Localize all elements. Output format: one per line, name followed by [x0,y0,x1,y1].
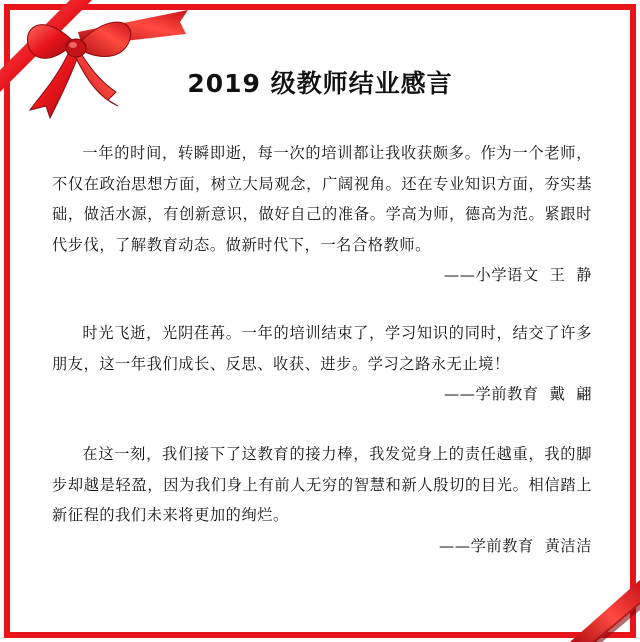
content-body [52,138,592,561]
ribbon-bow-icon [0,0,190,120]
signature-3: ——学前教育 黄洁洁 [439,536,592,555]
paragraph-2: 时光飞逝，光阴荏苒。一年的培训结束了，学习知识的同时，结交了许多朋友，这一年我们成长、反思、收获、进步。学习之路永无止境！ [52,324,592,373]
paragraph-1: 一年的时间，转瞬即逝，每一次的培训都让我收获颇多。作为一个老师，不仅在政治思想方面，树立大局观念，广阔视角。还在专业知识方面，夯实基础，做活水源，有创新意识，做好自己的准备。学高为师，德高为范。紧跟时代步伐，了解教育动态。做新时代下，一名合格教师。 [52,144,592,254]
signature-1: ——小学语文 王 静 [443,266,592,284]
paragraph-3: 在这一刻，我们接下了这教育的接力棒，我发觉身上的责任越重，我的脚步却越是轻盈，因为我们身上有前人无穷的智慧和新人殷切的目光。相信踏上新征程的我们未来将更加的绚烂。 [52,445,592,524]
ribbon-corner-icon [530,562,640,642]
page-title: 2019 级教师结业感言 [187,69,453,98]
signature-2: ——学前教育 戴 翩 [443,385,592,403]
